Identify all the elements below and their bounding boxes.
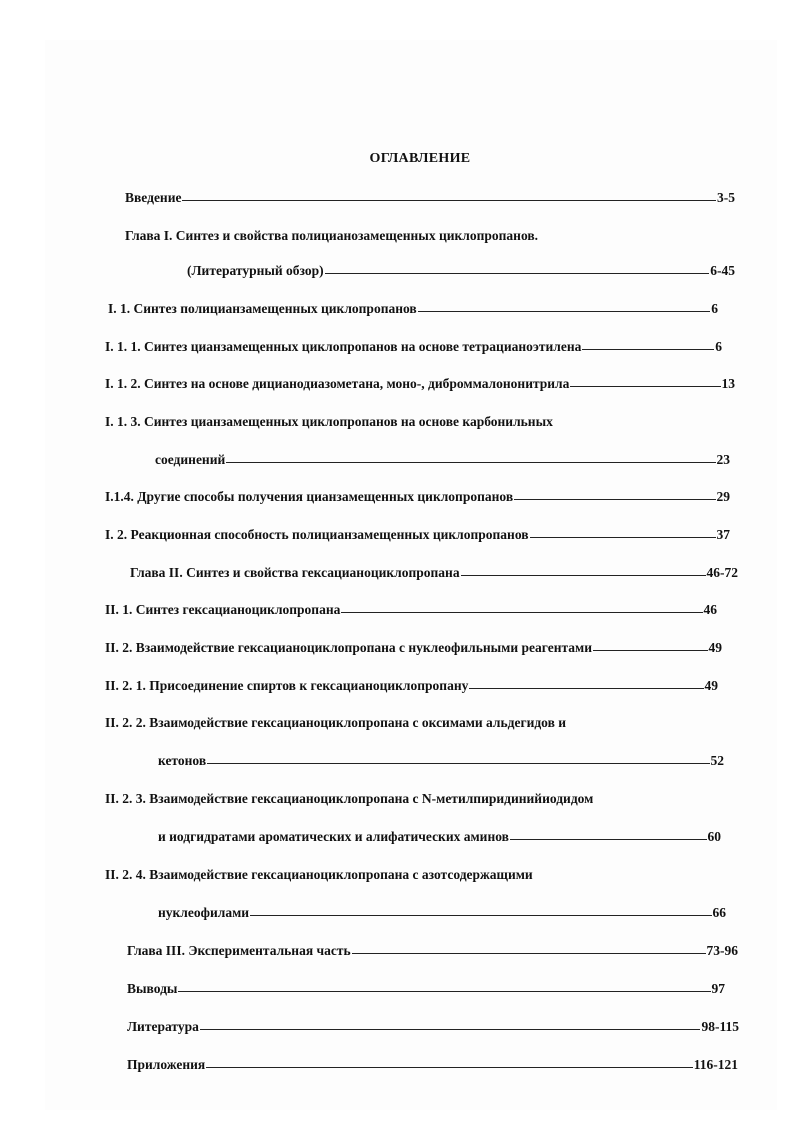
toc-leader-line	[207, 751, 709, 764]
toc-entry-text: (Литературный обзор)	[187, 263, 324, 278]
toc-entry-text: Глава II. Синтез и свойства гексацианоциклопропана	[130, 565, 460, 580]
toc-entry-section-1-1[interactable]	[108, 300, 718, 318]
toc-entry-chapter-3[interactable]	[127, 942, 738, 960]
toc-entry-section-2-2-3-cont[interactable]	[158, 828, 721, 846]
toc-entry-text: II. 2. 2. Взаимодействие гексацианоциклопропана с оксимами альдегидов и	[105, 715, 567, 730]
toc-entry-text: Приложения	[127, 1057, 206, 1072]
toc-entry-text: I. 1. 1. Синтез цианзамещенных циклопропанов на основе тетрацианоэтилена	[105, 339, 582, 354]
toc-entry-section-2-2-2[interactable]	[105, 714, 566, 732]
toc-entry-text: II. 2. 3. Взаимодействие гексацианоциклопропана с N-метилпиридинийиодидом	[105, 791, 594, 806]
toc-entry-section-2-2-2-cont[interactable]	[158, 752, 724, 770]
toc-entry-page: 6-45	[710, 263, 735, 278]
toc-entry-page: 23	[716, 452, 730, 467]
toc-entry-text: II. 2. 1. Присоединение спиртов к гексацианоциклопропану	[105, 678, 469, 693]
toc-leader-line	[250, 903, 711, 916]
toc-entry-text: и иодгидратами ароматических и алифатических аминов	[158, 829, 509, 844]
toc-entry-section-1-1-3[interactable]	[105, 413, 553, 431]
toc-entry-literature-review[interactable]	[187, 262, 735, 280]
toc-entry-page: 116-121	[693, 1057, 738, 1072]
toc-entry-text: Глава III. Экспериментальная часть	[127, 943, 351, 958]
toc-entry-chapter-2[interactable]	[130, 564, 738, 582]
toc-leader-line	[178, 979, 710, 992]
toc-entry-page: 29	[716, 489, 730, 504]
toc-entry-page: 49	[708, 640, 722, 655]
toc-entry-page: 73-96	[706, 943, 738, 958]
toc-entry-page: 60	[707, 829, 721, 844]
toc-entry-section-2-2-1[interactable]	[105, 677, 718, 695]
toc-leader-line	[206, 1055, 692, 1068]
toc-entry-section-2-1[interactable]	[105, 601, 717, 619]
toc-entry-text: кетонов	[158, 753, 207, 768]
toc-entry-conclusions[interactable]	[127, 980, 725, 998]
toc-entry-page: 6	[715, 339, 722, 354]
toc-entry-section-1-2[interactable]	[105, 526, 730, 544]
toc-entry-references[interactable]	[127, 1018, 739, 1036]
toc-entry-introduction[interactable]	[125, 189, 735, 207]
toc-entry-page: 52	[710, 753, 724, 768]
toc-entry-text: нуклеофилами	[158, 905, 250, 920]
toc-entry-page: 98-115	[701, 1019, 739, 1034]
toc-entry-page: 3-5	[717, 190, 735, 205]
toc-entry-text: Введение	[125, 190, 182, 205]
toc-entry-page: 66	[712, 905, 726, 920]
toc-entry-page: 97	[711, 981, 725, 996]
toc-leader-line	[200, 1017, 701, 1030]
toc-entry-text: I.1.4. Другие способы получения цианзамещенных циклопропанов	[105, 489, 514, 504]
toc-entry-section-1-1-4[interactable]	[105, 488, 730, 506]
toc-leader-line	[469, 676, 703, 689]
toc-entry-section-2-2-4[interactable]	[105, 866, 533, 884]
toc-entry-text: I. 1. 2. Синтез на основе дицианодиазометана, моно-, диброммалононитрила	[105, 376, 570, 391]
toc-entry-appendices[interactable]	[127, 1056, 738, 1074]
toc-leader-line	[514, 487, 715, 500]
toc-entry-text: I. 1. Синтез полицианзамещенных циклопропанов	[108, 301, 417, 316]
toc-entry-text: соединений	[155, 452, 226, 467]
toc-leader-line	[510, 827, 707, 840]
toc-entry-text: II. 2. Взаимодействие гексацианоциклопропана с нуклеофильными реагентами	[105, 640, 592, 655]
toc-leader-line	[570, 374, 720, 387]
toc-entry-page: 46-72	[706, 565, 738, 580]
toc-leader-line	[182, 188, 716, 201]
toc-entry-text: Литература	[127, 1019, 199, 1034]
toc-leader-line	[418, 299, 711, 312]
toc-entry-text: I. 2. Реакционная способность полицианзамещенных циклопропанов	[105, 527, 529, 542]
toc-leader-line	[461, 563, 706, 576]
toc-entry-chapter-1[interactable]	[125, 227, 538, 245]
toc-entry-section-1-1-1[interactable]	[105, 338, 722, 356]
toc-entry-page: 49	[704, 678, 718, 693]
toc-entry-text: II. 1. Синтез гексацианоциклопропана	[105, 602, 341, 617]
toc-entry-section-2-2-3[interactable]	[105, 790, 593, 808]
toc-leader-line	[582, 337, 714, 350]
page-title: ОГЛАВЛЕНИЕ	[369, 151, 471, 166]
toc-leader-line	[593, 638, 708, 651]
toc-entry-section-1-1-2[interactable]	[105, 375, 735, 393]
toc-leader-line	[226, 450, 715, 463]
toc-entry-text: Глава I. Синтез и свойства полицианозамещенных циклопропанов.	[125, 228, 539, 243]
toc-entry-page: 13	[721, 376, 735, 391]
toc-entry-page: 6	[711, 301, 718, 316]
toc-entry-section-2-2[interactable]	[105, 639, 722, 657]
toc-entry-section-1-1-3-cont[interactable]	[155, 451, 730, 469]
toc-leader-line	[530, 525, 716, 538]
toc-leader-line	[352, 941, 706, 954]
toc-entry-text: II. 2. 4. Взаимодействие гексацианоциклопропана с азотсодержащими	[105, 867, 533, 882]
toc-entry-section-2-2-4-cont[interactable]	[158, 904, 726, 922]
toc-entry-page: 37	[716, 527, 730, 542]
toc-leader-line	[325, 261, 710, 274]
toc-leader-line	[341, 600, 702, 613]
toc-entry-text: Выводы	[127, 981, 178, 996]
toc-entry-text: I. 1. 3. Синтез цианзамещенных циклопропанов на основе карбонильных	[105, 414, 553, 429]
toc-entry-page: 46	[703, 602, 717, 617]
